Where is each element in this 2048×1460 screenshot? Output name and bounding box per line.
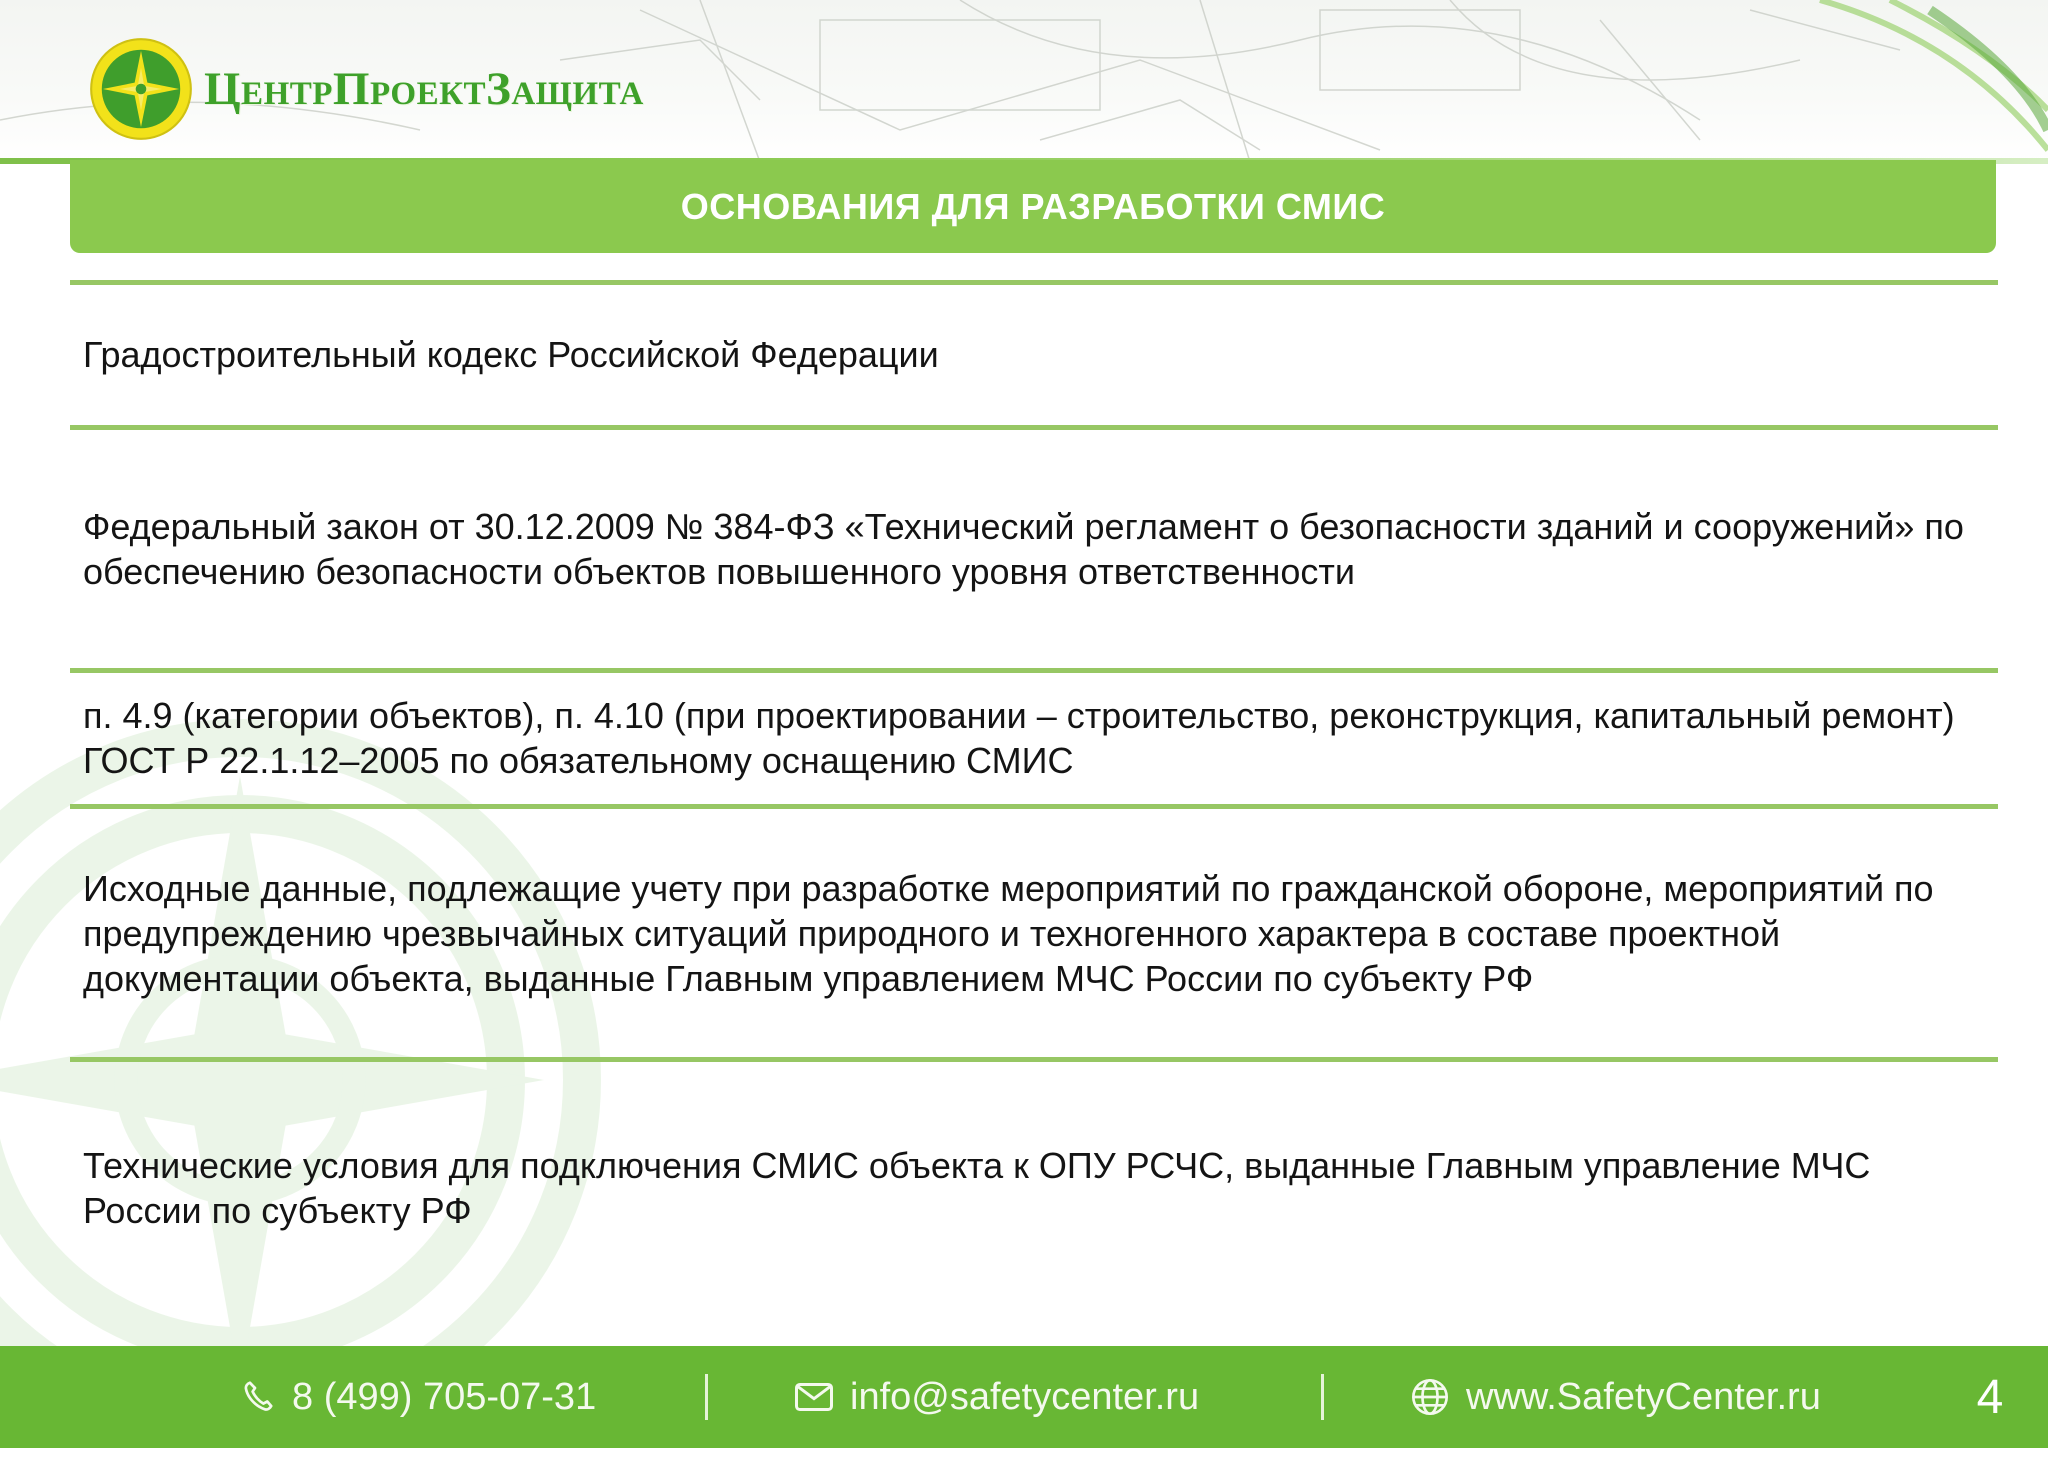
slide-title: ОСНОВАНИЯ ДЛЯ РАЗРАБОТКИ СМИС [680, 185, 1386, 227]
section-divider [70, 1057, 1998, 1062]
page-number: 4 [1976, 1370, 2004, 1424]
email-address: info@safetycenter.ru [850, 1375, 1200, 1418]
slide-footer [0, 1346, 2048, 1448]
footer-phone[interactable] [240, 1346, 596, 1448]
envelope-icon [794, 1382, 834, 1412]
globe-icon [1410, 1377, 1450, 1417]
phone-number: 8 (499) 705-07-31 [292, 1375, 597, 1418]
footer-separator [1321, 1374, 1324, 1420]
list-item-gost: п. 4.9 (категории объектов), п. 4.10 (при проектировании – строительство, реконструкция, капитальный ремонт) ГОСТ Р 22.1.12–2005 по обязательному оснащению СМИС [83, 695, 1955, 781]
company-logo [88, 33, 644, 145]
footer-separator [705, 1374, 708, 1420]
section-divider [70, 668, 1998, 673]
section-divider [70, 280, 1998, 285]
footer-email[interactable] [794, 1346, 1199, 1448]
section-divider [70, 804, 1998, 809]
list-item-federal-law: Федеральный закон от 30.12.2009 № 384-ФЗ «Технический регламент о безопасности зданий и сооружений» по обеспечению безопасности объектов повышенного уровня ответственности [83, 506, 1964, 592]
phone-icon [240, 1377, 276, 1417]
slide-header [0, 0, 2048, 162]
footer-website[interactable] [1410, 1346, 1821, 1448]
list-item-town-planning-code: Градостроительный кодекс Российской Федерации [83, 334, 939, 375]
company-name: ЦентрПроектЗащита [204, 63, 644, 115]
list-item-initial-data: Исходные данные, подлежащие учету при разработке мероприятий по гражданской обороне, мероприятий по предупреждению чрезвычайных ситуаций природного и техногенного характера в составе проектной документации объекта, выданные Главным управлением МЧС России по субъекту РФ [83, 868, 1934, 999]
compass-star-icon [88, 36, 194, 142]
section-divider [70, 425, 1998, 430]
website-url: www.SafetyCenter.ru [1466, 1375, 1821, 1418]
slide-title-bar [70, 160, 1996, 253]
list-item-technical-conditions: Технические условия для подключения СМИС объекта к ОПУ РСЧС, выданные Главным управление МЧС России по субъекту РФ [83, 1145, 1871, 1231]
